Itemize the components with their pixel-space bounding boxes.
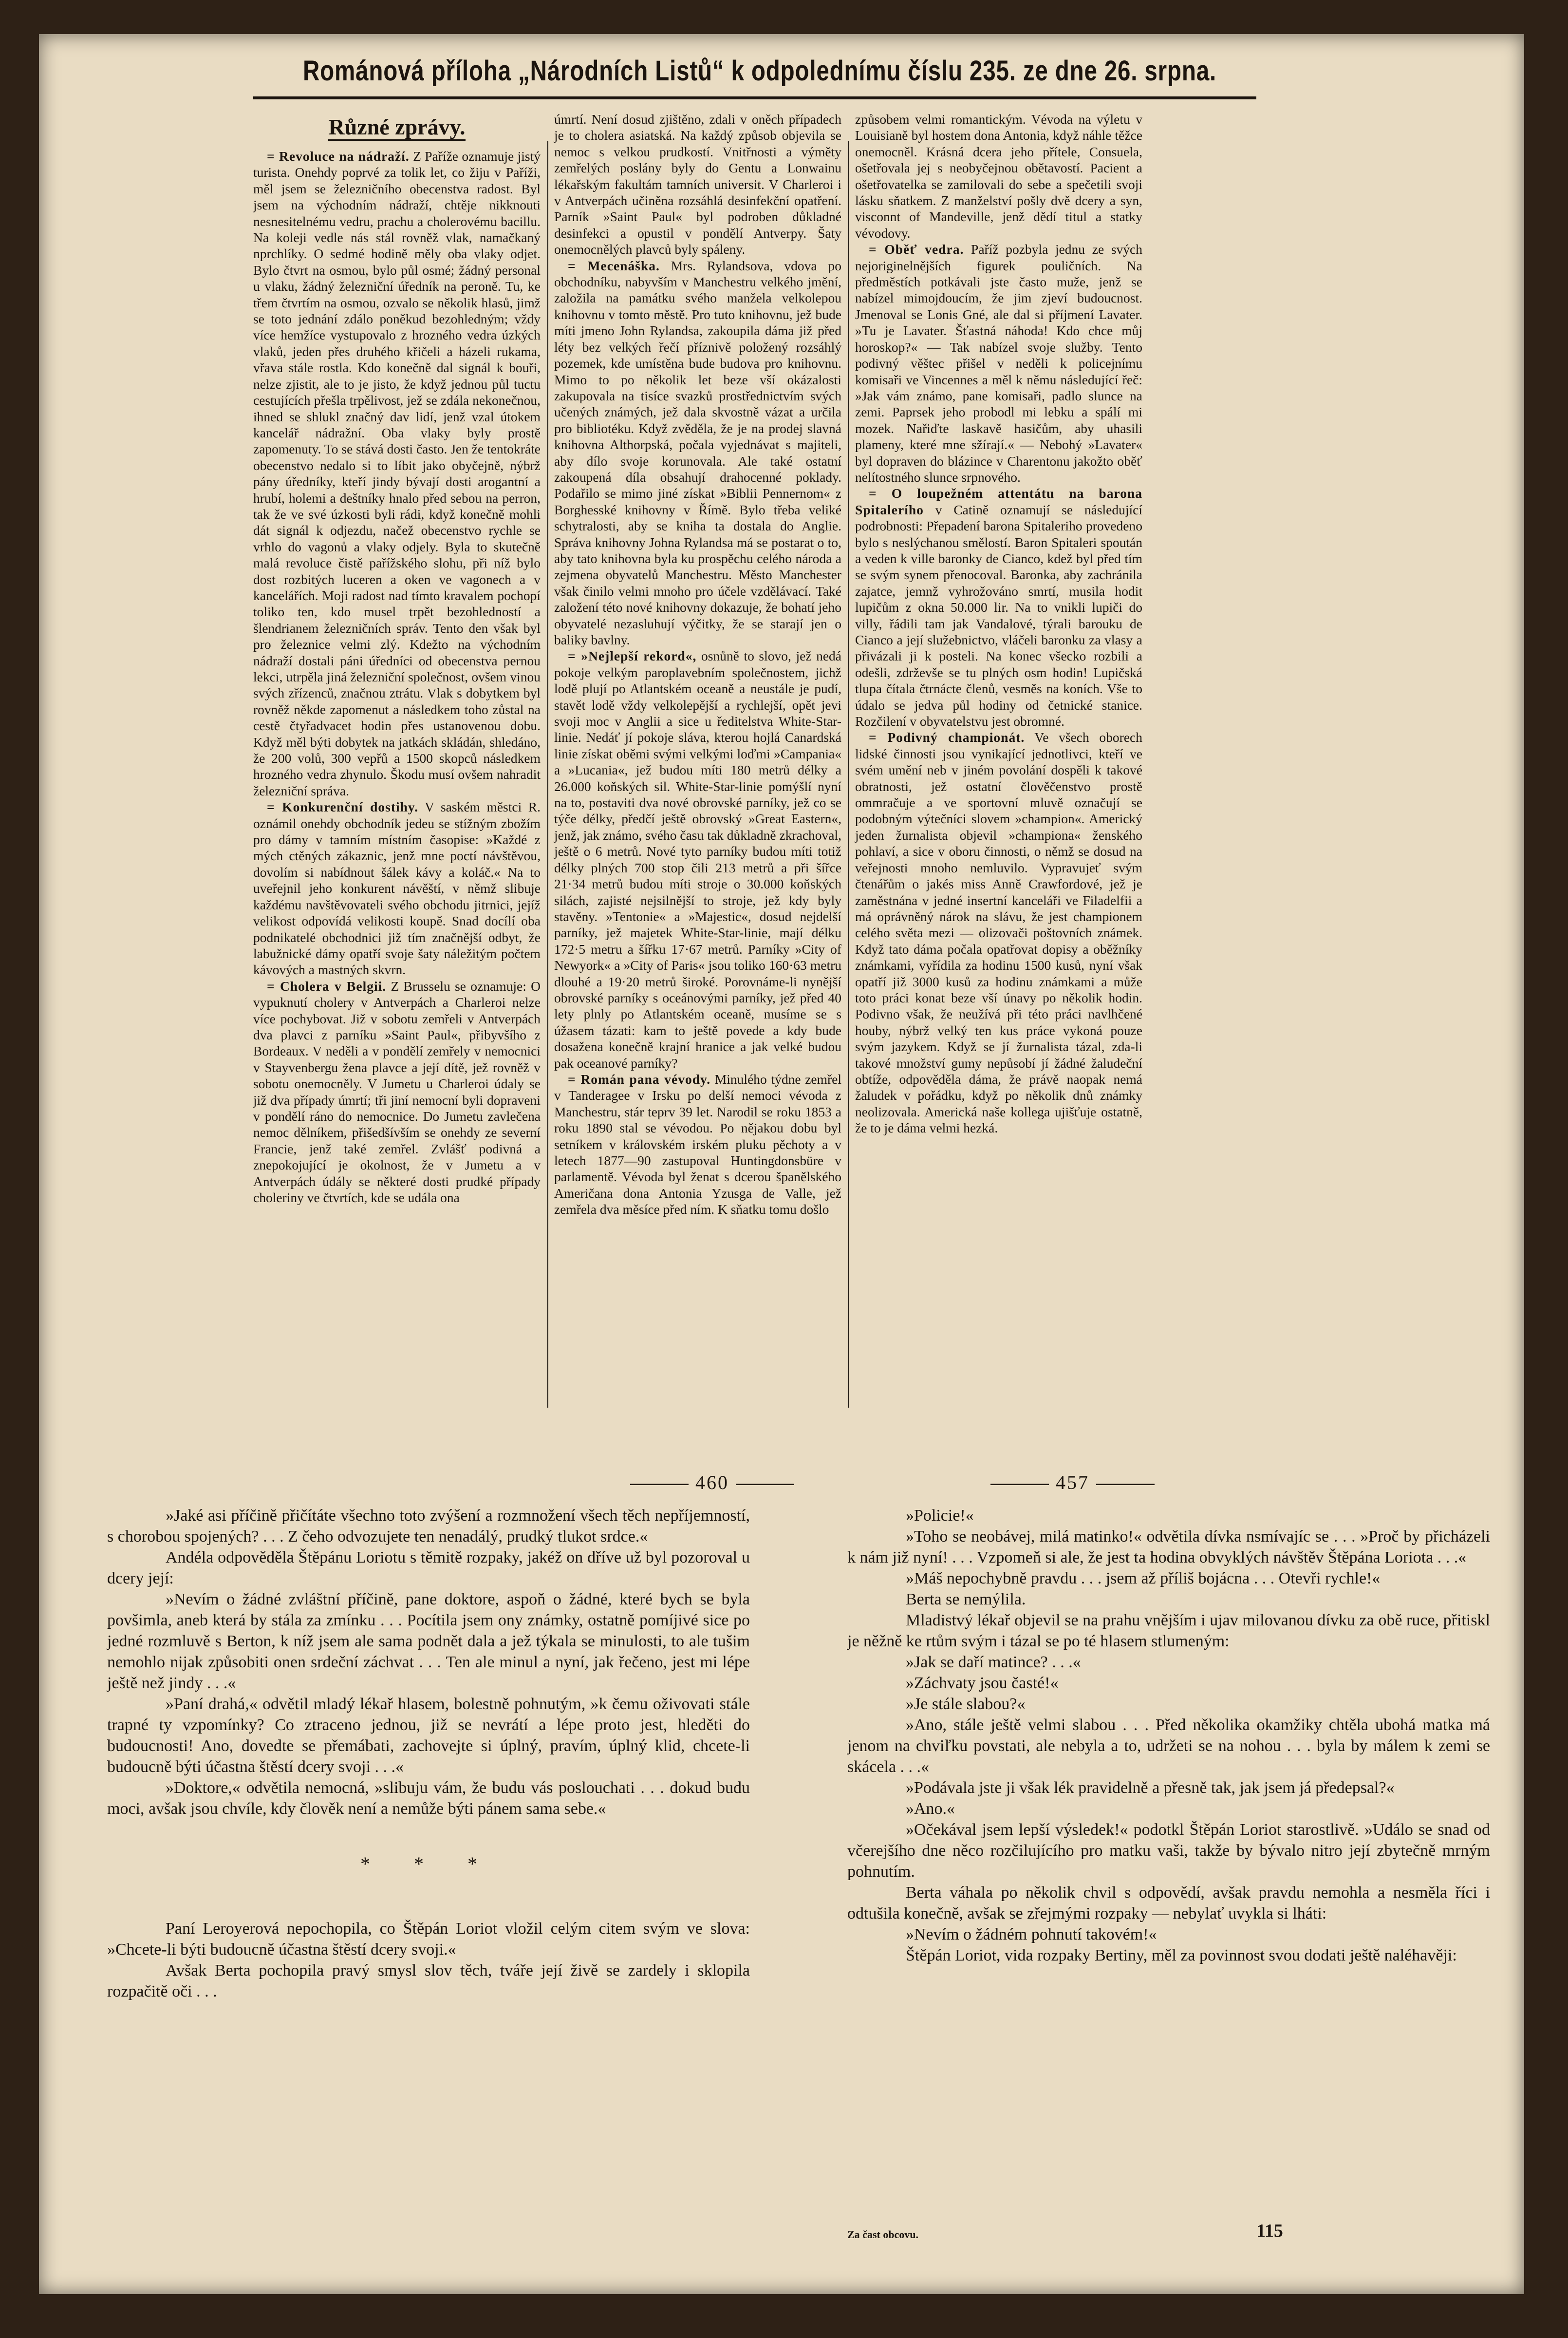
- news-headline: = Podivný championát.: [869, 730, 1025, 745]
- novel-paragraph: Paní Leroyerová nepochopila, co Štěpán Loriot vložil celým citem svým ve slova: »Chcete-li býti budoucně účastna štěstí dcery svoji.«: [107, 1920, 750, 1959]
- novel-paragraph: »Máš nepochybně pravdu . . . jsem až příliš bojácna . . . Otevři rychle!«: [906, 1569, 1381, 1587]
- novel-paragraph: Berta váhala po několik chvil s odpovědí, avšak pravdu nemohla a nesměla říci i odtušila konečně, avšak se zřejmými rozpaky — nebylať uvykla si lháti:: [847, 1884, 1490, 1923]
- header-rule: [253, 96, 1256, 99]
- news-paragraph: [554, 648, 841, 1071]
- novel-paragraph: »Podávala jste ji však lék pravidelně a přesně tak, jak jsem já předepsal?«: [906, 1779, 1395, 1797]
- news-text: v Catině oznamují se následující podrobnosti: Přepadení barona Spitaleriho provedeno bylo s neslýchanou smělostí. Baron Spitaleri spoután a veden k ville baronky de Cianco, kdež byl před tím se svým synem přenocoval. Baronka, aby zachránila zajatce, jemnž vyhrožováno smrtí, musila hodit lupičům z okna 50.000 lir. Na to vnikli lupiči do villy, řádili tam jak Vandalové, týrali barouku de Cianco a její služebnictvo, vláčeli baronku za vlasy a přivázali ji k posteli. Na konec všecko rozbili a odešli, zdrževše se tu plných osm hodin! Lupičská tlupa čítala čtrnácte členů, vesměs na koních. Vše to údalo se jedva půl hodiny od četnické stanice. Rozčilení v obyvatelstvu jest obromné.: [855, 502, 1142, 729]
- news-text: způsobem velmi romantickým. Vévoda na výletu v Louisianě byl hostem dona Antonia, když náhle těžce onemocněl. Krásná dcera jeho přítele, Consuela, ošetřovala jej s neobyčejnou obětavostí. Pacient a ošetřovatelka se zamilovali do sebe a spečetili svoji lásku sňatkem. Z manželství pošly dvě dcery a syn, visconnt of Mandeville, jenž dědí titul a statky vévodovy.: [855, 112, 1142, 241]
- column-divider: [547, 141, 548, 1408]
- news-paragraph: [855, 729, 1142, 1136]
- novel-paragraph: Berta se nemýlila.: [906, 1590, 1026, 1608]
- novel-paragraph: »Nevím o žádné zvláštní příčině, pane doktore, aspoň o žádné, které bych se byla povšimla, aneb která by stála za zmínku . . . Pocítila jsem ony známky, ostatně pomíjivé sice po jedné rozmluvě s Berton, k níž jsem ale sama podnět dala a jež týkala se minulosti, to ale tušim nemohlo nijak způsobiti onen srdeční záchvat . . . Ten ale minul a nyní, jak řečeno, jest mi lépe ještě než jindy . . .«: [107, 1590, 750, 1692]
- page-header: Románová příloha „Národních Listů“ k odpolednímu číslu 235. ze dne 26. srpna.: [302, 55, 1217, 87]
- news-column-2: [554, 111, 841, 1218]
- novel-paragraph: »Je stále slabou?«: [906, 1695, 1026, 1713]
- page-number-left: 460: [623, 1471, 801, 1494]
- novel-paragraph: »Paní drahá,« odvětil mladý lékař hlasem, bolestně pohnutým, »k čemu oživovati stále trapné ty vzpomínky? Co ztraceno jednou, již se nevrátí a lépe proto jest, hleděti do budoucnosti! Ano, dovedte se přemábati, zachovejte si úplný, pravím, úplný klid, chcete-li budoucně býti účastna štěstí dcery svoji . . .«: [107, 1695, 750, 1776]
- news-text: osnůně to slovo, jež nedá pokoje velkým paroplavebním společnostem, jichž lodě plují po Atlantském oceaně a neustále je pudí, stavět lodě vždy velkolepější a rychlejší, opět jevi svoji moc v Anglii a sice u ředitelstva White-Star-linie. Nedáť jí pokoje sláva, kterou hojlá Canardská linie získat oběmi svými velkými loďmi »Campania« a »Lucania«, jež budou míti 180 metrů délky a 26.000 koňských sil. White-Star-linie pomýšlí nyní na to, postaviti dva nové obrovské parníky, jež co se týče délky, předčí ještě obrovský »Great Eastern«, jenž, jak známo, svého času tak důkladně zkrachoval, ještě o 6 metrů. Nové tyto parníky budou míti totiž délky plných 700 stop čili 213 metrů a při šířce 21·34 metrů budou míti stroje o 30.000 koňských silách, zajisté nejsilnější to stroje, jež kdy byly stavěny. »Tentonie« a »Majestic«, dosud nejdelší parníky, jež majetek White-Star-linie, mají délku 172·5 metru a šířku 17·67 metrů. Parníky »City of Newyork« a »City of Paris« jsou toliko 160·63 metru dlouhé a 19·20 metrů široké. Porovnáme-li nynější obrovské parníky s oceánovými parníky, jež před 40 lety plnly po Atlantském oceaně, musíme se s úžasem tázati: kam to ještě povede a kdy bude dosažena konečně krajní hranice a jak velké budou pak oceanové parníky?: [554, 648, 841, 1071]
- novel-paragraph: Štěpán Loriot, vida rozpaky Bertiny, měl za povinnost svou dodati ještě naléhavěji:: [906, 1946, 1457, 1964]
- news-column-3: [855, 111, 1142, 1136]
- news-headline: = Oběť vedra.: [869, 242, 964, 257]
- news-text: Z Brusselu se oznamuje: O vypuknutí cholery v Antverpách a Charleroi nelze více pochybovat. Již v sobotu zemřeli v Antverpách dva plavci z parníku »Saint Paul«, přibyvšího z Bordeaux. V neděli a v pondělí zemřely v nemocnici v Stayvenbergu žena plavce a její dítě, jež rovněž v sobotu onemocněly. V Jumetu u Charleroi údaly se již dva případy úmrtí; tři jiní nemocní byli dopraveni v pondělí ráno do nemocnice. Do Jumetu zavlečena nemoc dělníkem, přišedšívším se onehdy ze severní Francie, jenž také zemřel. Zvlášť podivná a znepokojující je okolnost, že v Jumetu a v Antverpách údály se některé dosti prudké případy choleriny ve čtvrtích, kde se udála ona: [253, 978, 541, 1205]
- page-number-right: 457: [984, 1471, 1161, 1494]
- novel-paragraph: »Policie!«: [906, 1507, 974, 1525]
- news-paragraph: [554, 111, 841, 258]
- novel-paragraph: »Doktore,« odvětila nemocná, »slibuju vám, že budu vás poslouchati . . . dokud budu moci, avšak jsou chvíle, kdy člověk není a nemůže býti pánem sama sebe.«: [107, 1779, 750, 1818]
- news-column-1: [253, 111, 541, 1206]
- novel-paragraph: Avšak Berta pochopila pravý smysl slov těch, tváře její živě se zardely i sklopila rozpačitě oči . . .: [107, 1961, 750, 2000]
- continuation-note: Za čast obcovu.: [847, 2228, 919, 2241]
- news-paragraph: [855, 485, 1142, 729]
- news-paragraph: [554, 1071, 841, 1218]
- folio-number: 115: [1256, 2221, 1283, 2241]
- news-paragraph: [855, 241, 1142, 485]
- novel-paragraph: »Jak se daří matince? . . .«: [906, 1653, 1081, 1671]
- news-text: V saském městci R. oznámil onehdy obchodník jedeu se stížným zbožím pro dámy v tamním místním časopise: »Každé z mých ctěných zákaznic, jenž mne poctí návštěvou, dovolím si nabídnout šálek kávy a koláč.« Na to uveřejnil jeho konkurent návěští, v němž slibuje každému navštěvovateli svého obchodu jitrnici, jejíž velikost odpovídá velikosti koupě. Snad docílí oba podnikatelé obchodnici již tím značnější odbyt, že labužnické dámy opatří svoje šaty náležitým počtem kávových a mastných skvrn.: [253, 799, 541, 978]
- news-paragraph: [554, 258, 841, 648]
- novel-column-right: [847, 1505, 1490, 1966]
- news-text: Minulého týdne zemřel v Tanderagee v Irsku po delší nemoci vévoda z Manchestru, stár teprv 39 let. Narodil se roku 1853 a roku 1890 stal se vévodou. Po nějakou dobu byl setníkem v královském irském pluku pěchoty a v letech 1877—90 zastupoval Huntingdonsbüre v parlamentě. Vévoda byl ženat s dcerou španělského Američana dona Antonia Yzusga de Valle, jež zemřela dva měsíce před ním. K sňatku tomu došlo: [554, 1071, 842, 1217]
- news-paragraph: [253, 978, 541, 1206]
- novel-paragraph: Andéla odpověděla Štěpánu Loriotu s těmitě rozpaky, jakéž on dříve už byl pozoroval u dcery její:: [107, 1548, 750, 1587]
- news-paragraph: [253, 148, 541, 799]
- news-text: Mrs. Rylandsova, vdova po obchodníku, nabyvším v Manchestru velkého jmění, založila na památku svého manžela velkolepou knihovnu v tomto městě. Pro tuto knihovnu, jež bude míti jmeno John Rylandsa, zakoupila dáma již před léty bez velkých řečí příznivě položený rozsáhlý pozemek, kde umístěna bude budova pro knihovnu. Mimo to po několik let beze vší okázalosti zakupovala na tisíce svazků prostřednictvím svých učených známých, jež dala skvostně vázat a určila pro bibliotéku. Když zvěděla, že je na prodej slavná knihovna Althorpská, počala vyjednávat s majiteli, aby dílo svoje korunovala. Ale také ostatní zakoupená díla obsahují drahocenné poklady. Podařilo se mimo jiné získat »Biblii Pennernom« z Borghesské knihovny v Římě. Bylo třeba veliké schytralosti, aby se kniha ta dostala do Anglie. Správa knihovny Johna Rylandsa má se postarat o to, aby tato knihovna byla ku prospěchu celého národa a zejmena obyvatelů Manchestru. Město Manchester však činilo velmi mnoho pro účele vzdělávací. Také založení této nové knihovny dokazuje, že bohatí jeho obyvatelé nezasluhují výčitky, že se starají jen o baliky bavlny.: [554, 258, 841, 647]
- news-headline: = O loupežném attentátu na barona Spitalerího: [855, 486, 1142, 517]
- novel-column-left: [107, 1505, 750, 2002]
- news-headline: = Mecenáška.: [568, 258, 660, 273]
- news-text: Z Paříže oznamuje jistý turista. Onehdy poprvé za tolik let, co žiju v Paříži, měl jsem se železničního obecenstva radost. Byl jsem na východním nádraží, chtěje nikknouti nesnesitelnému vedru, prachu a cholerovému bacillu. Na koleji vedle nás stál rovněž vlak, namačkaný nprchlíky. O sedmé hodině měly oba vlaky odjet. Bylo čtvrt na osmou, bylo půl osmé; žádný personal u vlaku, žádný železniční úředník na peroně. Tu, ke třem čtvrtím na osmou, ozvalo se několik hlasů, jimž se toto jednání zdálo poněkud bezohledným; vždy více hemžíce vystupovalo z hrozného vedra úzkých vlaků, jeden přes druhého křičeli a házeli rukama, vřava stále rostla. Kdo konečně dal signál k bouři, nelze zjistit, ale to je jisto, že když jednou půl tuctu cestujících přešla trpělivost, jež se zdála nekonečnou, ihned se shlukl značný dav lidí, jenž vzal útokem kancelář nádražní. Oba vlaky byly prostě zapomenuty. To se stává dosti často. Jen že tentokráte obecenstvo nedalo si to líbit jako obyčejně, nýbrž pány úředníky, kteří jindy bývají dosti arogantní a hrubí, holemi a deštníky hnalo před sebou na perron, tak že ve své úzkosti byli rádi, když konečně mohli dát signál k odjezdu, načež obecenstvo rychle se vrhlo do vagonů a vlaky odjely. Byla to skutečně malá revoluce čistě pařížského slohu, při níž bylo dost rozbitých luceren a oken ve vagonech a v kancelářích. Moji radost nad tímto kravalem pochopí toliko ten, kdo musel trpět bezohledností a šlendrianem železničních správ. Tento den však byl pro železnice velmi zlý. Kdežto na východním nádraží dostali páni úředníci od obecenstva pernou lekci, utrpěla jiná železniční společnost, ovšem vinou svých zřízenců, značnou ztrátu. Vlak s dobytkem byl rovněž někde zapomenut a následkem toho zůstal na cestě čtyřadvacet hodin přes ustanovenou dobu. Když měl býti dobytek na jatkách skládán, shledáno, že 200 volů, 300 vepřů a 1500 skopců následkem hrozného vedra zhynulo. Škodu musí ovšem nahradit železniční správa.: [253, 149, 541, 798]
- section-title: Různé zprávy.: [253, 114, 541, 140]
- novel-paragraph: »Nevím o žádném pohnutí takovém!«: [906, 1925, 1157, 1943]
- news-text: Ve všech oborech lidské činnosti jsou vynikající jednotlivci, kteří ve svém umění neb v jiném povolání dospěli k takové obratnosti, jež ostatní člověčenstvo prostě ommračuje a ve sportovní mluvě označují se podobným výtečníci slovem »champion«. Americký jeden žurnalista objevil »championa« ženského pohlaví, a sice v oboru činnosti, o němž se dosud na veřejnosti mnoho nemluvilo. Vypravujeť svým čtenářům o jakés miss Anně Crawfordové, jež je zaměstnána v jedné insertní kanceláři ve Filadelfii a má oprávněný nárok na slávu, že jest championem celého světa mezi — olizovači poštovních známek. Když tato dáma počala opatřovat dopisy a oběžníky známkami, vyřídila za hodinu 1500 kusů, nyní však opatří již 3000 kusů za hodinu známkami a může toto práci konat beze vší únavy po několik hodin. Podivno však, že neužívá při této práci navlhčené houby, nýbrž velký ten kus práce vykoná pouze svým jazykem. Když se jí žurnalista tázal, zda-li takové množství gumy nepůsobí jí žádné žaludeční obtíže, odpověděla dáma, že právě naopak nemá žaludek v pořádku, když po několik dnů známky neolizovala. Americká naše kollega ujišťuje ostatně, že to je dáma velmi hezká.: [855, 730, 1142, 1136]
- news-headline: = »Nejlepší rekord«,: [568, 648, 697, 664]
- novel-paragraph: »Očekával jsem lepší výsledek!« podotkl Štěpán Loriot starostlivě. »Událo se snad od včerejšího dne něco rozčilujícího pro matku vaši, takže by bývalo nitro její zbytečně mrným pohnutím.: [847, 1821, 1490, 1881]
- novel-paragraph: Mladistvý lékař objevil se na prahu vnějším i ujav milovanou dívku za obě ruce, přitiskl je něžně ke rtům svým i tázal se po té hlasem stlumeným:: [847, 1611, 1490, 1650]
- news-text: Paříž pozbyla jednu ze svých nejoriginelnějších figurek pouličních. Na předměstích potkávali jste často muže, jenž se nabízel mimojdoucím, že jim zjeví budoucnost. Jmenoval se Lonis Gné, ale dal si příjmení Lavater. »Tu je Lavater. Šťastná náhoda! Kdo chce můj horoskop?« — Tak nabízel svoje služby. Tento podivný věštec přišel v neděli k policejnímu komisaři ve Vincennes a měl k němu následující řeč: »Jak vám známo, pane komisaři, padlo slunce na zemi. Paprsek jeho probodl mi lebku a spálí mi mozek. Nařiďte laskavě hasičům, aby uhasili plameny, které mne sžírají.« — Nebohý »Lavater« byl dopraven do blázince v Charentonu jakožto oběť nelítostného slunce srpnového.: [855, 242, 1142, 485]
- news-paragraph: [253, 799, 541, 978]
- novel-paragraph: »Záchvaty jsou časté!«: [906, 1674, 1059, 1692]
- news-headline: = Revoluce na nádraží.: [267, 149, 410, 164]
- news-headline: = Konkurenční dostihy.: [267, 799, 419, 815]
- novel-paragraph: »Toho se neobávej, milá matinko!« odvětila dívka nsmívajíc se . . . »Proč by přicházeli k nám již nyní! . . . Vzpomeň si ale, že jest ta hodina obvyklých návštěv Štěpána Loriota . . .«: [847, 1527, 1490, 1566]
- news-text: úmrtí. Není dosud zjištěno, zdali v oněch případech je to cholera asiatská. Na každý způsob objevila se nemoc s velkou prudkostí. Vnitřnosti a výměty zemřelých poslány byly do Gentu a Lonwainu lékařským fakultám tamních universit. V Charleroi i v Antverpách učiněna rozsáhlá desinfekční opatření. Parník »Saint Paul« byl podroben důkladné desinfekci a opustil v pondělí Antverpy. Šaty onemocnělých plavců byly spáleny.: [554, 112, 841, 257]
- news-headline: = Cholera v Belgii.: [267, 978, 387, 994]
- novel-paragraph: »Ano.«: [906, 1800, 955, 1818]
- section-separator: * * *: [360, 1853, 497, 1875]
- news-headline: = Román pana vévody.: [568, 1071, 711, 1087]
- column-divider: [848, 141, 849, 1408]
- novel-paragraph: »Ano, stále ještě velmi slabou . . . Před několika okamžiky chtěla ubohá matka má jenom na chviľku povstati, ale nebyla a to, udržeti se na nohou . . . byla by málem k zemi se skácela . . .«: [847, 1716, 1490, 1776]
- news-paragraph: [855, 111, 1142, 241]
- novel-paragraph: »Jaké asi příčině přičítáte všechno toto zvýšení a rozmnožení všech těch nepříjemností, s chorobou spojených? . . . Z čeho odvozujete ten nenadálý, prudký tlukot srdce.«: [107, 1507, 750, 1546]
